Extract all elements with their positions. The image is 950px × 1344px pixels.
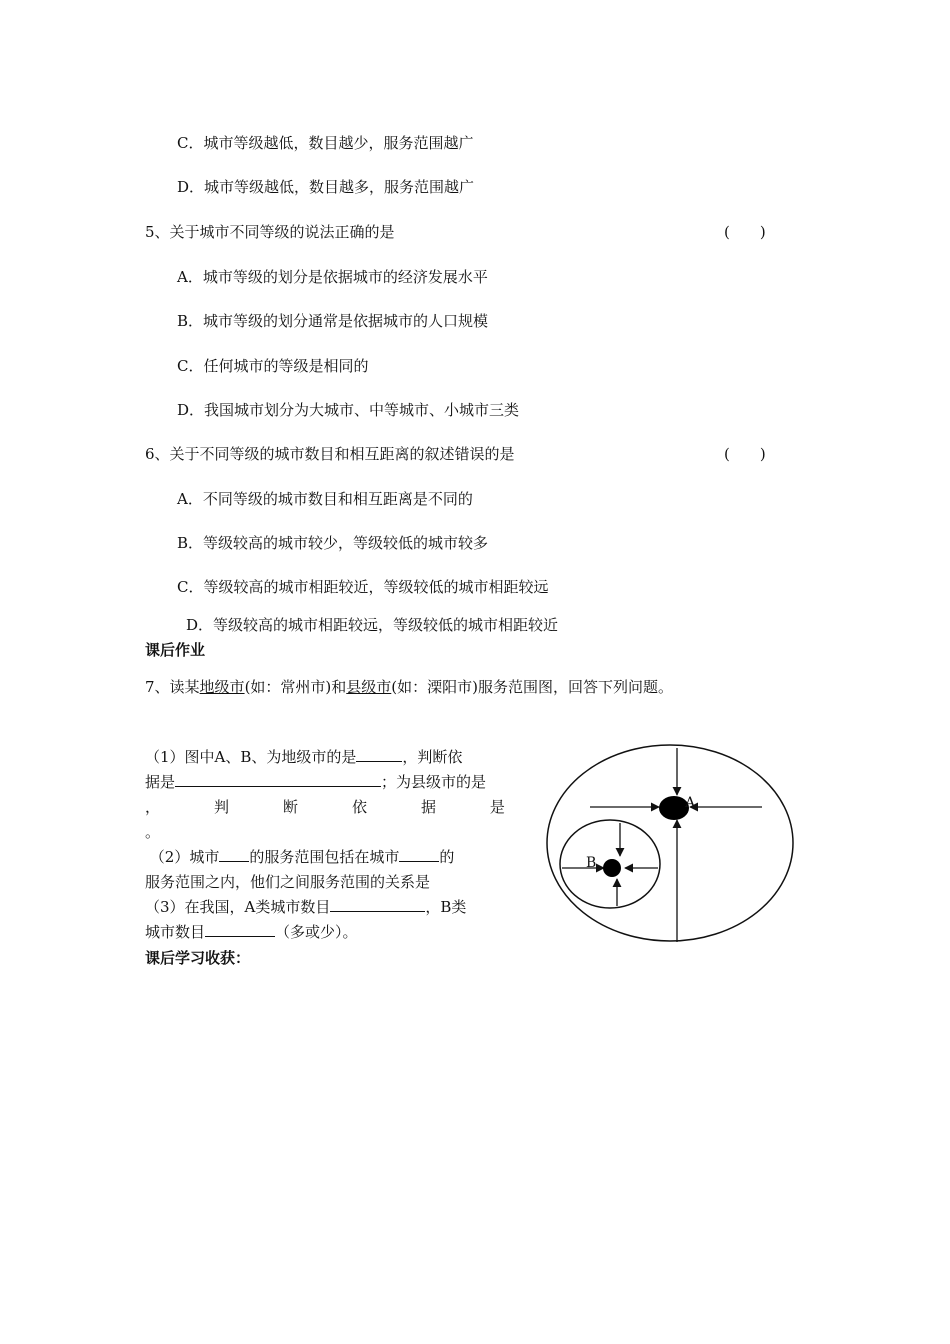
q5-option-b: B．城市等级的划分通常是依据城市的人口规模 <box>177 312 489 330</box>
q4-option-d: D．城市等级越低，数目越多，服务范围越广 <box>177 178 475 196</box>
q7-term-prefecture-city: 地级市 <box>199 678 245 696</box>
city-b-dot <box>603 859 621 877</box>
q6-option-d: D．等级较高的城市相距较远，等级较低的城市相距较近 <box>186 616 559 634</box>
q6-option-c: C．等级较高的城市相距较近，等级较低的城市相距较远 <box>177 578 549 596</box>
city-a-label: A <box>685 795 696 811</box>
answer-blank[interactable] <box>330 897 425 912</box>
q7-parts <box>145 745 505 945</box>
q4-option-c: C．城市等级越低，数目越少，服务范围越广 <box>177 134 474 152</box>
city-a-service-range <box>547 745 793 941</box>
city-b-label: B <box>586 855 597 871</box>
q6-option-b: B．等级较高的城市较少，等级较低的城市较多 <box>177 534 489 552</box>
q5-stem: 5、关于城市不同等级的说法正确的是 <box>145 223 395 241</box>
q5-option-a: A．城市等级的划分是依据城市的经济发展水平 <box>177 268 488 286</box>
q7-term-county-city: 县级市 <box>346 678 392 696</box>
q6-option-a: A．不同等级的城市数目和相互距离是不同的 <box>177 490 473 508</box>
q7-part3-line1: （3）在我国，A类城市数目 ，B类 <box>145 898 467 916</box>
q7-part1-line1: （1）图中A、B、为地级市的是 ，判断依 <box>145 748 463 766</box>
q7-part2-line1: （2）城市 的服务范围包括在城市 的 <box>149 848 455 866</box>
q7-part1-line4: 。 <box>145 823 161 841</box>
answer-blank[interactable] <box>356 747 402 762</box>
q7-part2-line2: 服务范围之内，他们之间服务范围的关系是 <box>145 873 431 891</box>
q7-part1-line3: ， 判 断 依 据 是 <box>145 798 505 816</box>
homework-heading: 课后作业 <box>145 641 206 659</box>
answer-blank[interactable] <box>175 772 381 787</box>
service-range-diagram <box>540 740 800 950</box>
q7-part3-line2: 城市数目 （多或少）。 <box>145 923 358 941</box>
answer-blank[interactable] <box>219 847 249 862</box>
q5-option-c: C．任何城市的等级是相同的 <box>177 357 369 375</box>
answer-blank[interactable] <box>399 847 439 862</box>
footer-heading: 课后学习收获： <box>145 949 251 967</box>
q6-stem: 6、关于不同等级的城市数目和相互距离的叙述错误的是 <box>145 445 515 463</box>
q5-answer-paren: ( ) <box>724 223 766 241</box>
q7-part1-line2: 据是 ；为县级市的是 <box>145 773 487 791</box>
q6-answer-paren: ( ) <box>724 445 766 463</box>
answer-blank[interactable] <box>205 922 275 937</box>
q5-option-d: D．我国城市划分为大城市、中等城市、小城市三类 <box>177 401 520 419</box>
q7-stem: 7、读某地级市(如：常州市)和县级市(如：溧阳市)服务范围图，回答下列问题。 <box>145 678 674 696</box>
